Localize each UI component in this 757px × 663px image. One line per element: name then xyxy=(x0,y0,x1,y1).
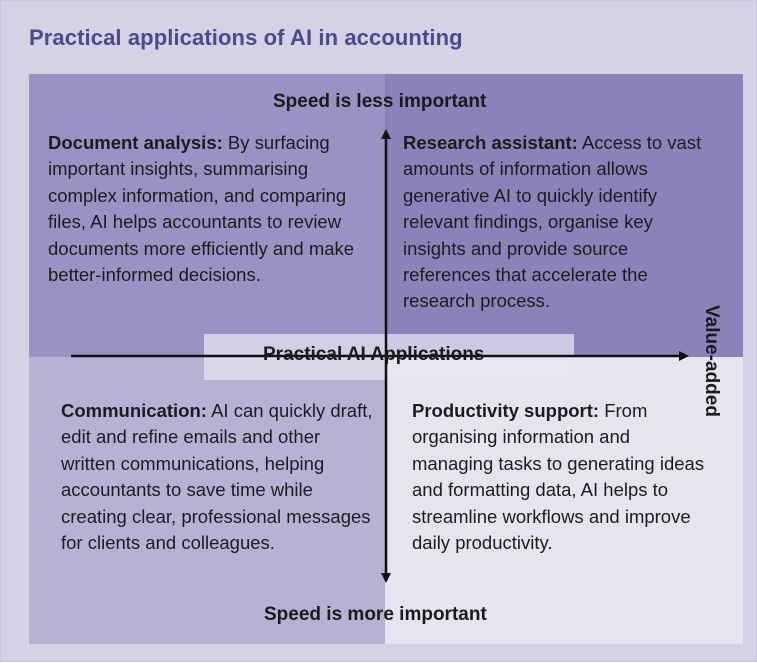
axis-label-top: Speed is less important xyxy=(273,91,487,112)
productivity-support-body: From organising information and managing tasks to generating ideas and formatting data, AI helps to streamline workflows and improve daily productivity. xyxy=(412,400,705,554)
productivity-support-heading: Productivity support: xyxy=(412,400,600,421)
communication-text xyxy=(61,398,379,556)
document-analysis-body: By surfacing important insights, summarising complex information, and comparing files, AI helps accountants to review documents more efficiently and make better-informed decisions. xyxy=(48,132,355,286)
axis-label-right: Value-added xyxy=(701,305,722,417)
axis-label-bottom: Speed is more important xyxy=(264,604,487,625)
research-assistant-body: Access to vast amounts of information allows generative AI to quickly identify relevant findings, organise key insights and provide source references that accelerate the research process. xyxy=(403,132,702,312)
page-title: Practical applications of AI in accounting xyxy=(29,25,463,50)
communication-body: AI can quickly draft, edit and refine emails and other written communications, helping accountants to save time while creating clear, professional messages for clients and colleagues. xyxy=(61,400,373,554)
productivity-support-text xyxy=(412,398,712,556)
research-assistant-text xyxy=(403,130,703,315)
communication-heading: Communication: xyxy=(61,400,207,421)
research-assistant-heading: Research assistant: xyxy=(403,132,578,153)
document-analysis-heading: Document analysis: xyxy=(48,132,223,153)
document-analysis-text xyxy=(48,130,378,288)
center-label: Practical AI Applications xyxy=(263,344,485,365)
